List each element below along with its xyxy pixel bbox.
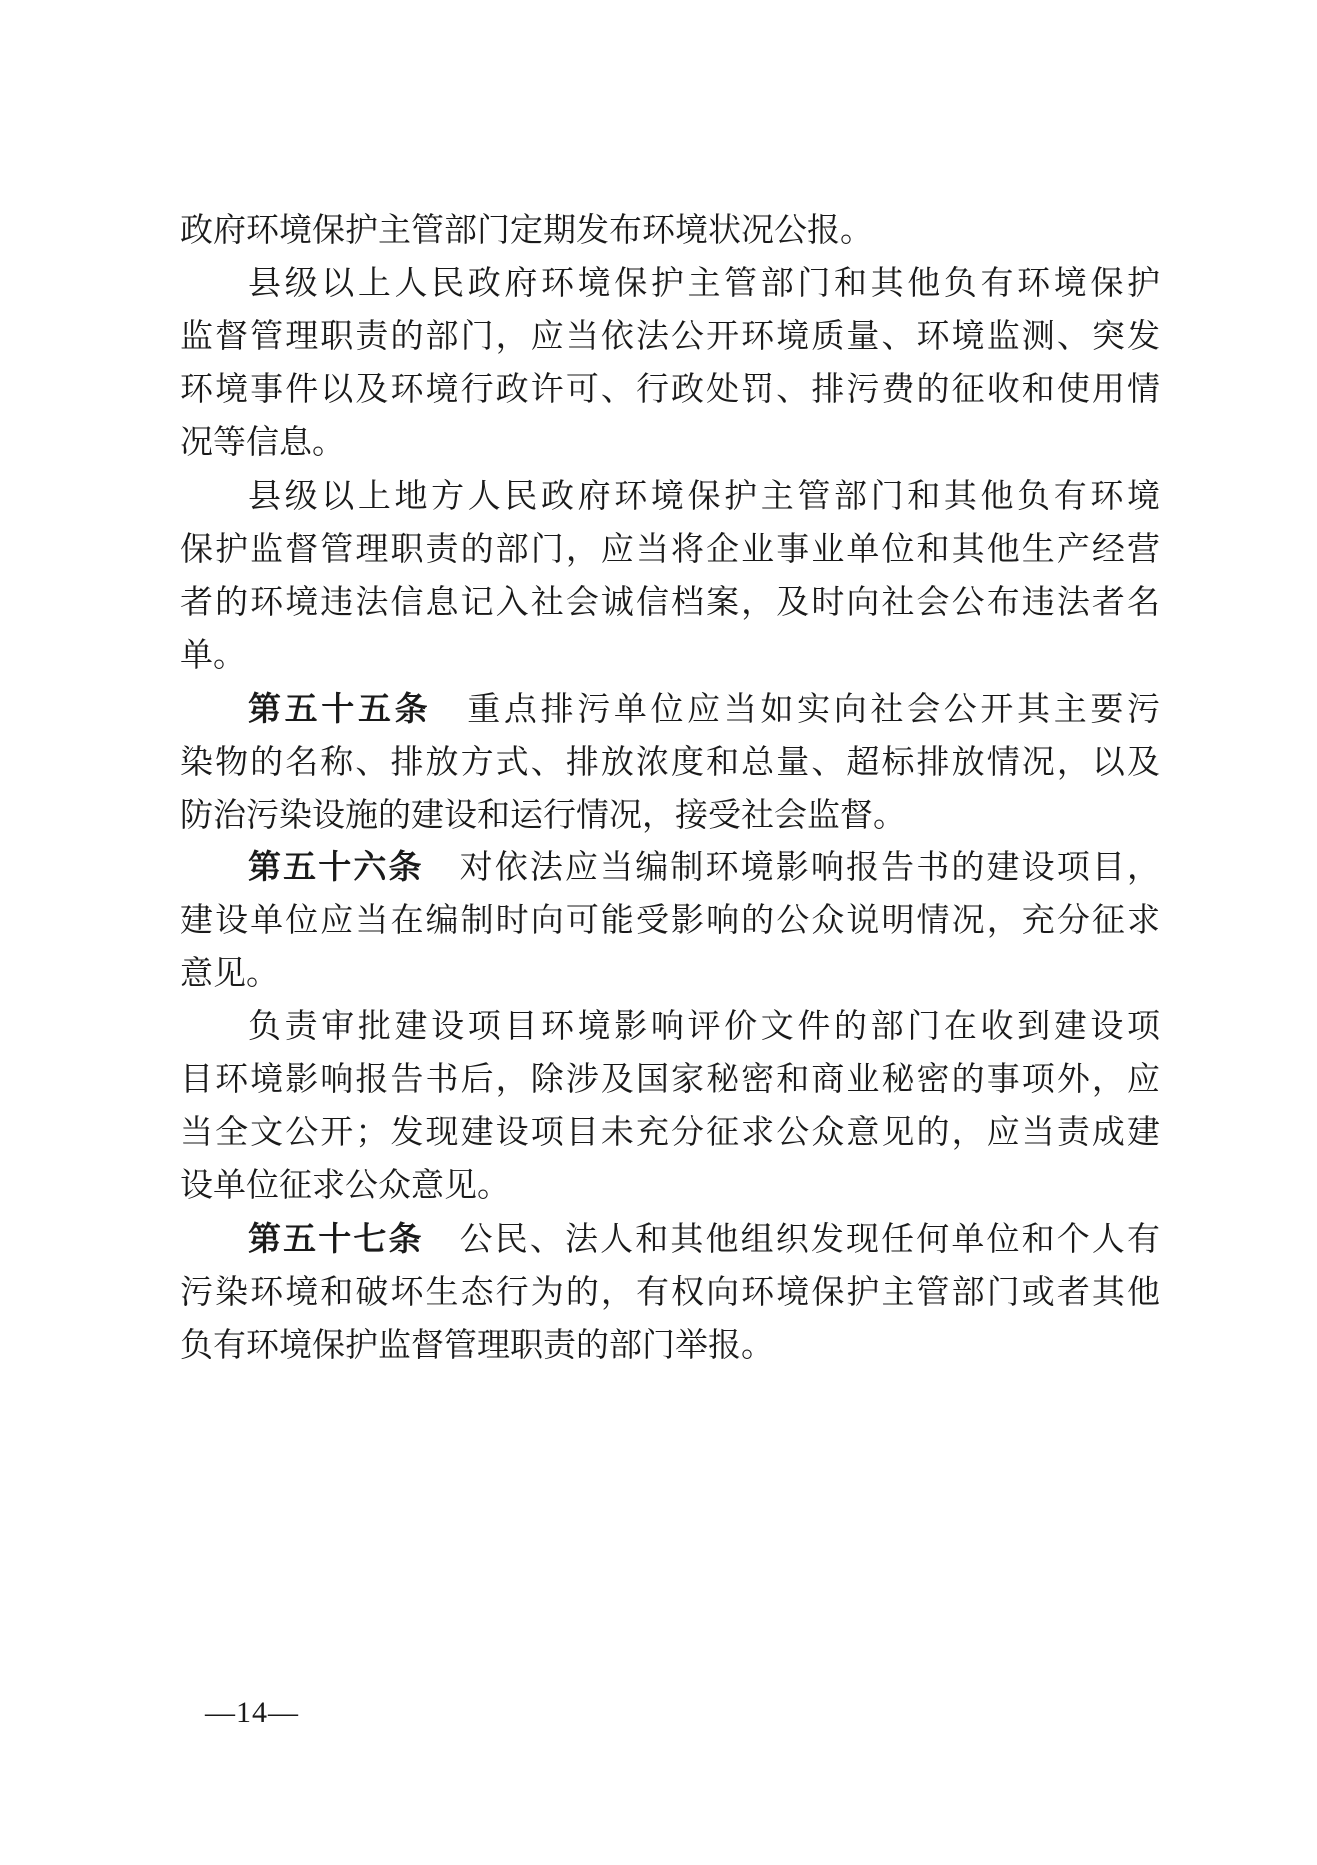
text-line: 负有环境保护监督管理职责的部门举报。 — [180, 1325, 774, 1364]
text-line: 防治污染设施的建设和运行情况，接受社会监督。 — [180, 795, 906, 834]
article-text: 重点排污单位应当如实向社会公开其主要污 — [467, 689, 1161, 728]
text-line: 者的环境违法信息记入社会诚信档案，及时向社会公布违法者名 — [180, 582, 1160, 621]
article-text: 对依法应当编制环境影响报告书的建设项目， — [459, 847, 1160, 886]
text-line: 县级以上人民政府环境保护主管部门和其他负有环境保护 — [248, 263, 1160, 302]
page-number: —14— — [205, 1696, 299, 1729]
text-line: 设单位征求公众意见。 — [180, 1165, 510, 1204]
text-line: 当全文公开；发现建设项目未充分征求公众意见的，应当责成建 — [180, 1112, 1160, 1151]
text-line: 政府环境保护主管部门定期发布环境状况公报。 — [180, 210, 873, 249]
text-line: 监督管理职责的部门，应当依法公开环境质量、环境监测、突发 — [180, 316, 1160, 355]
article-55-line — [248, 689, 1160, 729]
text-line: 意见。 — [180, 953, 279, 992]
text-line: 污染环境和破坏生态行为的，有权向环境保护主管部门或者其他 — [180, 1272, 1160, 1311]
text-line: 目环境影响报告书后，除涉及国家秘密和商业秘密的事项外，应 — [180, 1059, 1160, 1098]
article-57-line — [248, 1219, 1160, 1259]
article-heading: 第五十七条 — [248, 1219, 424, 1258]
article-heading: 第五十六条 — [248, 847, 424, 886]
text-line: 建设单位应当在编制时向可能受影响的公众说明情况，充分征求 — [180, 900, 1160, 939]
article-56-line — [248, 847, 1160, 887]
text-line: 保护监督管理职责的部门，应当将企业事业单位和其他生产经营 — [180, 529, 1160, 568]
text-line: 县级以上地方人民政府环境保护主管部门和其他负有环境 — [248, 476, 1160, 515]
text-line: 染物的名称、排放方式、排放浓度和总量、超标排放情况，以及 — [180, 742, 1160, 781]
article-text: 公民、法人和其他组织发现任何单位和个人有 — [459, 1219, 1160, 1258]
text-line: 环境事件以及环境行政许可、行政处罚、排污费的征收和使用情 — [180, 369, 1160, 408]
article-heading: 第五十五条 — [248, 689, 432, 728]
text-line: 负责审批建设项目环境影响评价文件的部门在收到建设项 — [248, 1006, 1160, 1045]
text-line: 单。 — [180, 635, 246, 674]
text-line: 况等信息。 — [180, 422, 345, 461]
